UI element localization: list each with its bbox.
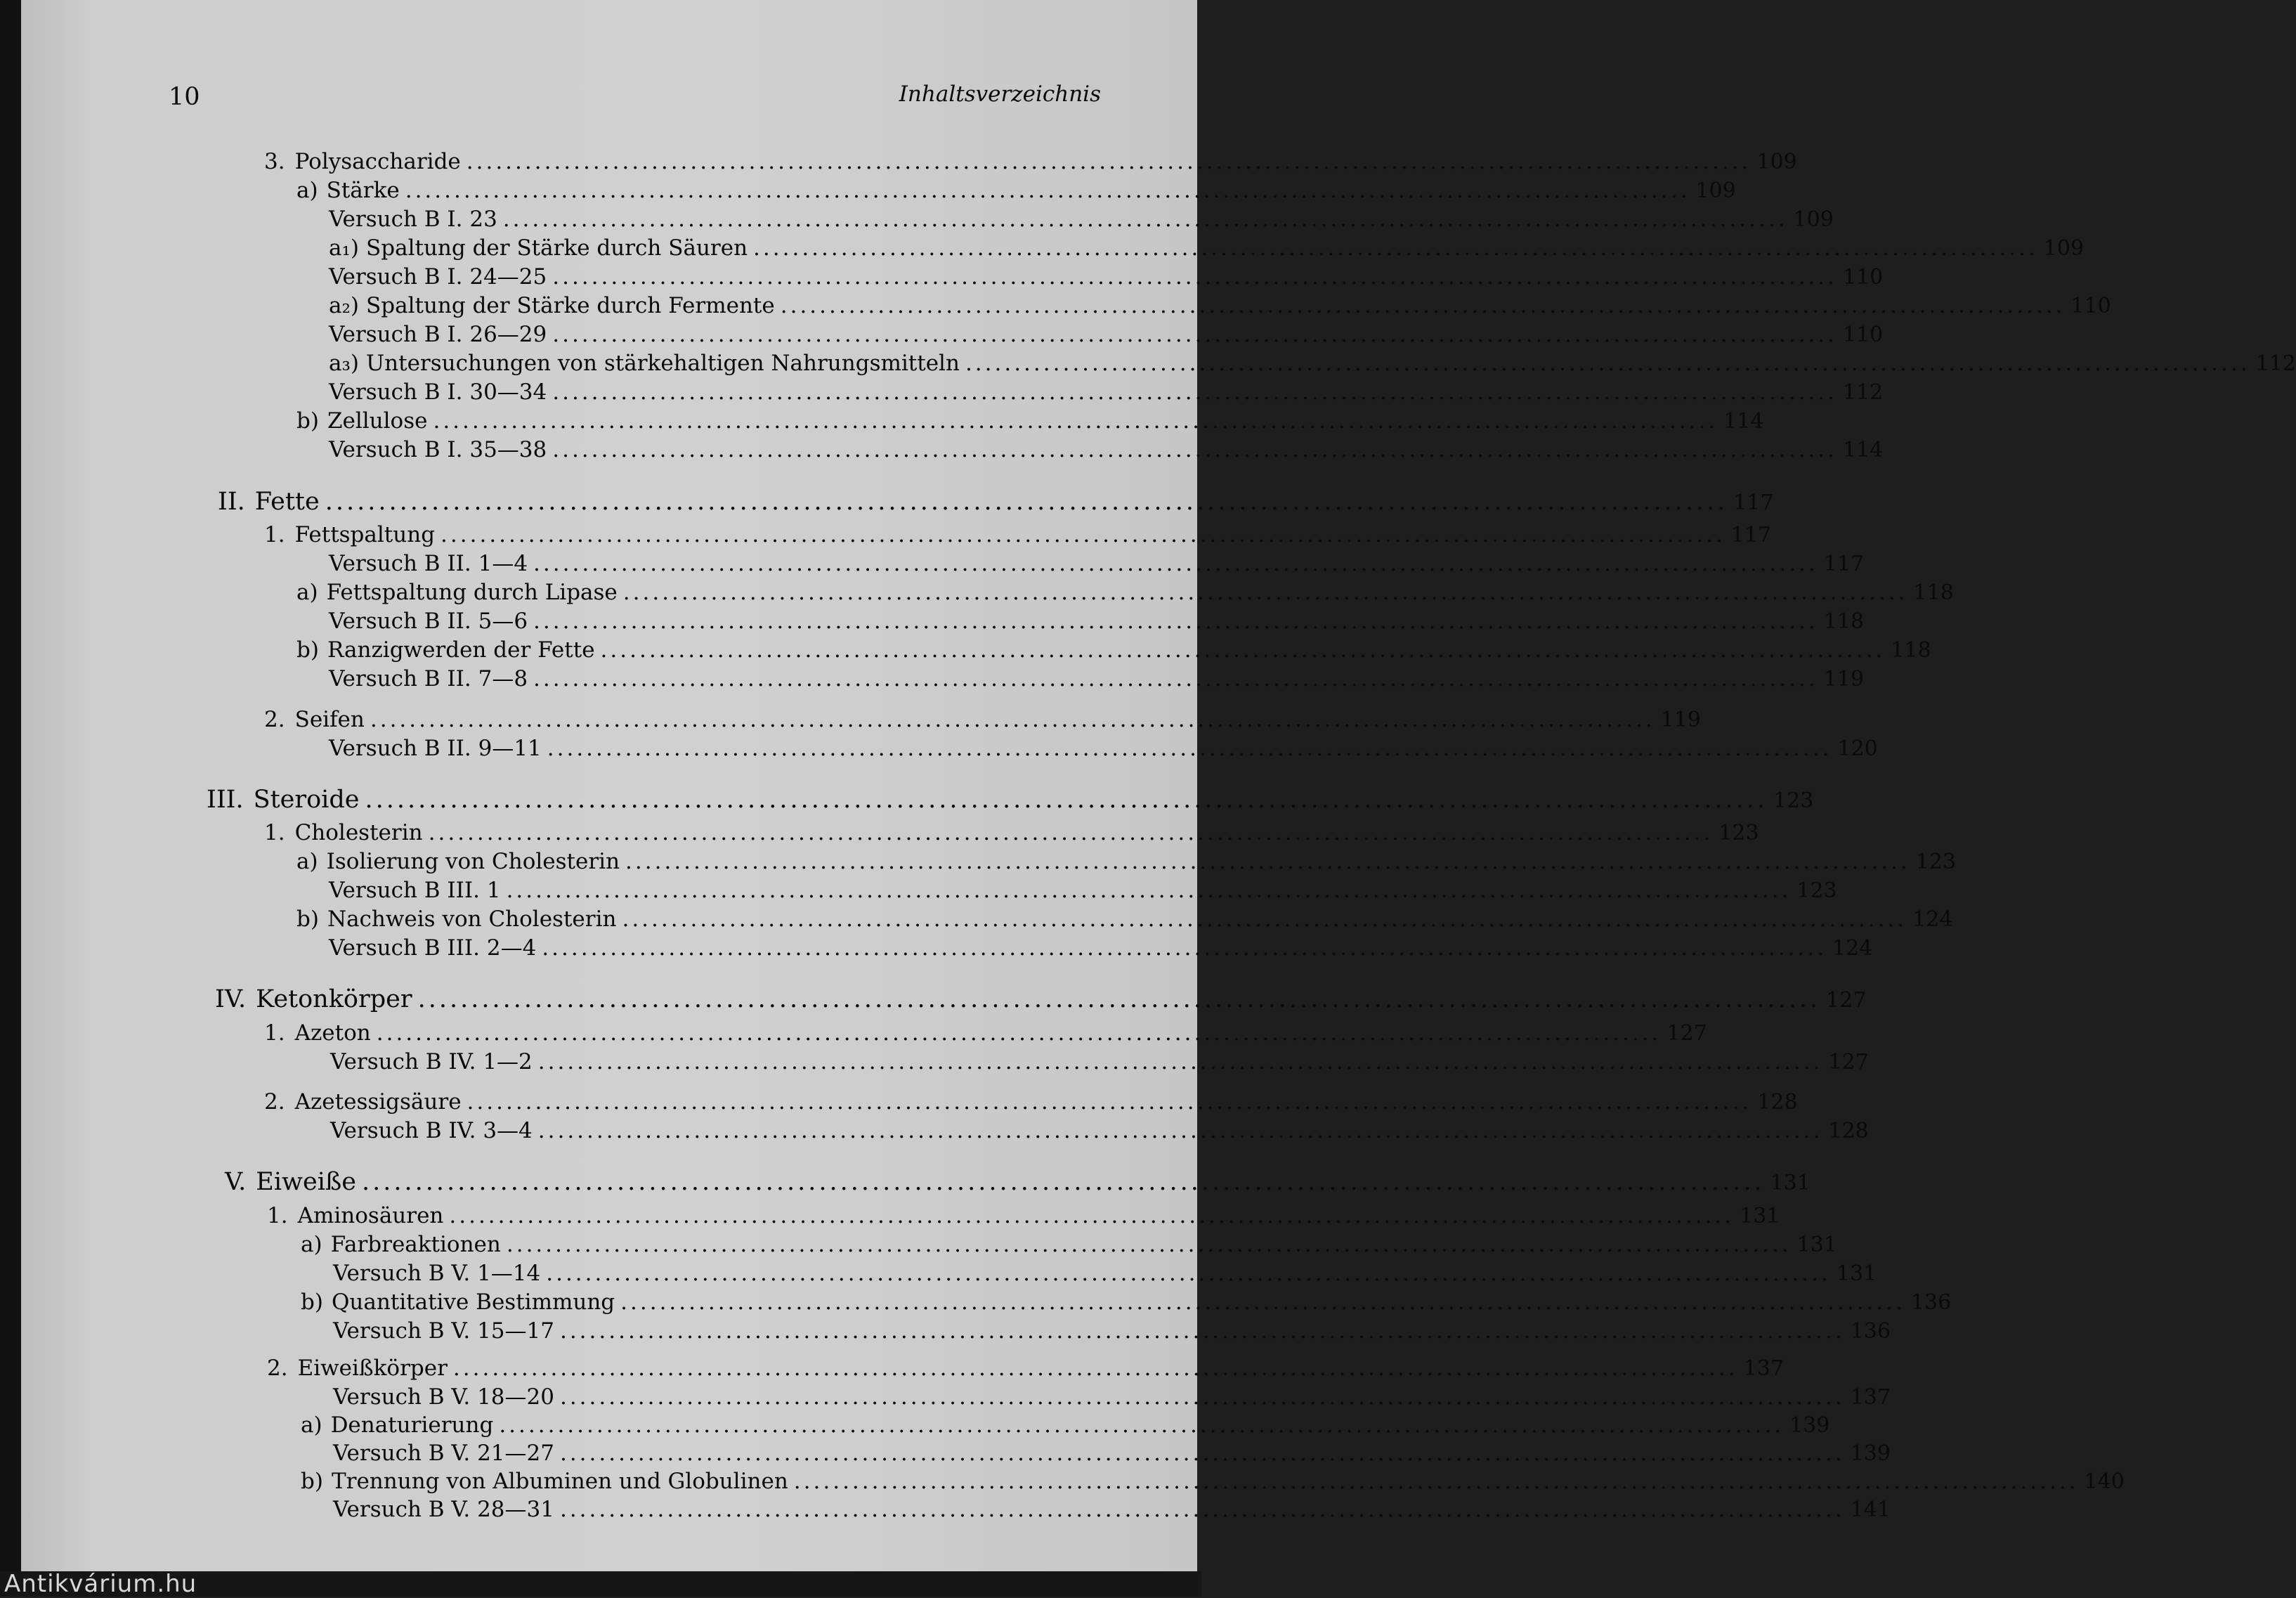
toc-entry	[264, 149, 1797, 177]
toc-title: Versuch B IV. 3—4	[330, 1118, 533, 1143]
toc-page-number: 109	[1756, 150, 1797, 174]
toc-entry	[329, 207, 1834, 235]
dot-leader: ....................................................................................................................................	[537, 1049, 1823, 1074]
toc-entry	[296, 907, 1953, 935]
toc-title: Versuch B II. 7—8	[329, 666, 528, 691]
toc-entry	[267, 1203, 1780, 1231]
toc-title: Trennung von Albuminen und Globulinen	[331, 1469, 788, 1494]
toc-title: Cholesterin	[294, 820, 423, 845]
dot-leader: ....................................................................................................................................	[449, 1203, 1735, 1228]
toc-entry	[329, 551, 1865, 579]
toc-chapter-title: Steroide	[253, 786, 360, 814]
toc-page-number: 127	[1828, 1050, 1869, 1074]
dot-leader: ....................................................................................................................................	[376, 1020, 1662, 1046]
toc-number: 1.	[267, 1203, 288, 1228]
toc-entry	[329, 293, 2111, 321]
toc-title: Versuch B I. 24—25	[329, 264, 547, 290]
toc-title: Spaltung der Stärke durch Fermente	[366, 293, 775, 318]
dot-leader: ....................................................................................................................................	[362, 1168, 1765, 1196]
dot-leader: ....................................................................................................................................	[466, 149, 1752, 174]
toc-title: Ranzigwerden der Fette	[327, 637, 595, 663]
toc-page-number: 114	[1842, 438, 1884, 462]
toc-title: Versuch B II. 5—6	[329, 609, 528, 634]
toc-entry	[333, 1384, 1891, 1412]
toc-chapter-number: IV.	[215, 985, 247, 1013]
toc-number: 2.	[264, 1089, 285, 1115]
dot-leader: ....................................................................................................................................	[600, 637, 1886, 663]
toc-chapter	[218, 488, 1774, 516]
toc-entry	[296, 408, 1764, 436]
toc-page-number: 117	[1733, 491, 1774, 515]
toc-entry	[329, 264, 1884, 292]
toc-entry	[330, 1049, 1869, 1077]
toc-title: Versuch B I. 23	[329, 207, 497, 232]
toc-entry	[333, 1318, 1891, 1346]
toc-entry	[329, 935, 1873, 963]
toc-title: Versuch B III. 2—4	[329, 935, 537, 961]
dot-leader: ....................................................................................................................................	[428, 820, 1714, 845]
toc-entry	[333, 1441, 1891, 1469]
toc-title: Versuch B II. 1—4	[329, 551, 528, 576]
toc-title: Versuch B I. 26—29	[329, 322, 547, 347]
toc-page-number: 139	[1850, 1441, 1891, 1466]
dot-leader: ....................................................................................................................................	[325, 488, 1728, 516]
toc-entry	[301, 1469, 2125, 1497]
toc-number: a)	[301, 1412, 322, 1438]
toc-page-number: 110	[2070, 294, 2111, 318]
toc-page-number: 131	[1770, 1171, 1811, 1195]
toc-page-number: 131	[1740, 1204, 1780, 1228]
toc-title: Isolierung von Cholesterin	[326, 849, 620, 874]
dot-leader: ....................................................................................................................................	[433, 408, 1718, 434]
toc-title: Azeton	[294, 1020, 371, 1046]
toc-entry	[264, 820, 1759, 848]
toc-page-number: 109	[1695, 178, 1736, 203]
toc-page-number: 136	[1850, 1319, 1891, 1344]
toc-page-number: 124	[1912, 907, 1953, 932]
toc-title: Eiweißkörper	[297, 1356, 448, 1381]
toc-page-number: 123	[1915, 850, 1957, 874]
toc-chapter-title: Eiweiße	[256, 1168, 356, 1196]
toc-title: Versuch B V. 15—17	[333, 1318, 554, 1344]
toc-title: Versuch B II. 9—11	[329, 736, 542, 761]
toc-title: Polysaccharide	[294, 149, 461, 174]
dot-leader: ....................................................................................................................................	[452, 1356, 1738, 1381]
toc-number: b)	[296, 408, 319, 434]
toc-entry	[296, 580, 1954, 608]
toc-entry	[329, 351, 2296, 379]
dot-leader: ....................................................................................................................................	[533, 551, 1818, 576]
dot-leader: ....................................................................................................................................	[533, 666, 1818, 691]
toc-entry	[301, 1290, 1952, 1318]
toc-page-number: 118	[1823, 609, 1865, 634]
toc-number: 1.	[264, 522, 285, 547]
toc-page-number: 112	[1842, 380, 1884, 405]
toc-page-number: 117	[1730, 523, 1772, 547]
toc-page-number: 118	[1891, 638, 1931, 663]
toc-entry	[329, 736, 1878, 764]
toc-title: Versuch B III. 1	[329, 878, 501, 903]
toc-entry	[296, 849, 1957, 877]
dot-leader: ....................................................................................................................................	[417, 985, 1821, 1013]
toc-chapter-number: II.	[218, 488, 245, 516]
toc-entry	[329, 322, 1884, 350]
toc-entry	[267, 1356, 1784, 1384]
toc-title: Quantitative Bestimmung	[331, 1290, 615, 1315]
toc-page-number: 118	[1913, 580, 1954, 605]
toc-title: Stärke	[326, 178, 400, 203]
toc-entry	[296, 637, 1931, 665]
toc-title: Seifen	[294, 707, 365, 732]
toc-chapter-number: V.	[225, 1168, 247, 1196]
dot-leader: ....................................................................................................................................	[365, 786, 1768, 814]
dot-leader: ....................................................................................................................................	[499, 1412, 1785, 1438]
dot-leader: ....................................................................................................................................	[622, 907, 1907, 932]
toc-entry	[330, 1118, 1869, 1146]
toc-page-number: 131	[1836, 1261, 1877, 1286]
page-number: 10	[169, 83, 200, 111]
dot-leader: ....................................................................................................................................	[441, 522, 1726, 547]
dot-leader: ....................................................................................................................................	[793, 1469, 2079, 1494]
toc-page-number: 127	[1666, 1021, 1707, 1046]
toc-page-number: 117	[1823, 552, 1865, 576]
toc-title: Aminosäuren	[297, 1203, 444, 1228]
dot-leader: ....................................................................................................................................	[546, 1261, 1831, 1286]
toc-number: b)	[296, 907, 319, 932]
dot-leader: ....................................................................................................................................	[622, 580, 1908, 605]
toc-title: Azetessigsäure	[294, 1089, 462, 1115]
toc-entry	[329, 235, 2085, 264]
toc-page-number: 127	[1826, 988, 1867, 1013]
toc-entry	[329, 609, 1865, 637]
toc-chapter-title: Ketonkörper	[256, 985, 412, 1013]
dot-leader: ....................................................................................................................................	[542, 935, 1827, 961]
toc-number: a)	[296, 849, 318, 874]
toc-number: b)	[301, 1469, 323, 1494]
toc-entry	[329, 379, 1884, 408]
dot-leader: ....................................................................................................................................	[370, 707, 1655, 732]
toc-title: Fettspaltung	[294, 522, 436, 547]
dot-leader: ....................................................................................................................................	[405, 178, 1690, 203]
toc-page-number: 110	[1842, 265, 1884, 290]
toc-entry	[264, 707, 1701, 735]
toc-entry	[301, 1232, 1837, 1260]
toc-page-number: 123	[1718, 821, 1759, 845]
dot-leader: ....................................................................................................................................	[552, 379, 1837, 405]
dot-leader: ....................................................................................................................................	[780, 293, 2066, 318]
dot-leader: ....................................................................................................................................	[502, 207, 1788, 232]
toc-title: Spaltung der Stärke durch Säuren	[366, 235, 748, 261]
toc-entry	[329, 878, 1837, 906]
toc-title: Nachweis von Cholesterin	[327, 907, 617, 932]
dot-leader: ....................................................................................................................................	[559, 1497, 1845, 1522]
toc-number: a₁)	[329, 235, 360, 261]
dot-leader: ....................................................................................................................................	[467, 1089, 1752, 1115]
toc-title: Versuch B V. 18—20	[333, 1384, 554, 1410]
toc-chapter-title: Fette	[254, 488, 320, 516]
toc-page-number: 119	[1823, 667, 1865, 691]
toc-page-number: 141	[1850, 1498, 1891, 1522]
toc-number: a₃)	[329, 351, 360, 376]
toc-title: Farbreaktionen	[330, 1232, 501, 1257]
toc-number: 1.	[264, 820, 285, 845]
toc-page-number: 137	[1743, 1356, 1784, 1381]
toc-entry	[333, 1497, 1891, 1525]
toc-page-number: 109	[2043, 236, 2085, 261]
toc-number: 2.	[264, 707, 285, 732]
toc-page-number: 128	[1757, 1090, 1798, 1115]
running-title: Inhaltsverzeichnis	[899, 82, 1101, 107]
toc-page-number: 139	[1789, 1413, 1830, 1438]
toc-number: a₂)	[329, 293, 360, 318]
toc-title: Versuch B IV. 1—2	[330, 1049, 533, 1074]
watermark: Antikvárium.hu	[0, 1571, 1201, 1597]
toc-page-number: 136	[1910, 1290, 1952, 1315]
toc-title: Zellulose	[327, 408, 428, 434]
toc-entry	[301, 1412, 1830, 1441]
toc-entry	[296, 178, 1736, 206]
toc-number: 3.	[264, 149, 285, 174]
toc-page-number: 110	[1842, 323, 1884, 347]
dot-leader: ....................................................................................................................................	[547, 736, 1832, 761]
toc-page-number: 120	[1837, 736, 1878, 761]
toc-entry	[264, 522, 1772, 550]
dot-leader: ....................................................................................................................................	[559, 1318, 1845, 1344]
toc-number: b)	[296, 637, 319, 663]
toc-number: a)	[301, 1232, 322, 1257]
dot-leader: ....................................................................................................................................	[506, 1232, 1792, 1257]
toc-entry	[333, 1261, 1877, 1289]
toc-page-number: 123	[1773, 788, 1814, 813]
dot-leader: ....................................................................................................................................	[625, 849, 1910, 874]
toc-number: a)	[296, 178, 318, 203]
toc-page-number: 114	[1723, 409, 1764, 434]
toc-entry	[329, 437, 1884, 465]
toc-page-number: 123	[1796, 878, 1837, 903]
toc-title: Versuch B V. 28—31	[333, 1497, 554, 1522]
toc-number: 1.	[264, 1020, 285, 1046]
toc-title: Denaturierung	[330, 1412, 494, 1438]
dot-leader: ....................................................................................................................................	[533, 609, 1818, 634]
dot-leader: ....................................................................................................................................	[620, 1290, 1905, 1315]
toc-title: Versuch B I. 30—34	[329, 379, 547, 405]
dot-leader: ....................................................................................................................................	[506, 878, 1792, 903]
toc-title: Fettspaltung durch Lipase	[326, 580, 618, 605]
toc-chapter	[215, 985, 1867, 1013]
toc-number: 2.	[267, 1356, 288, 1381]
toc-page-number: 140	[2084, 1469, 2125, 1494]
toc-number: a)	[296, 580, 318, 605]
toc-page-number: 128	[1828, 1119, 1869, 1143]
toc-title: Versuch B I. 35—38	[329, 437, 547, 462]
toc-entry	[264, 1020, 1707, 1048]
dot-leader: ....................................................................................................................................	[552, 264, 1837, 290]
dot-leader: ....................................................................................................................................	[559, 1384, 1845, 1410]
dot-leader: ....................................................................................................................................	[537, 1118, 1823, 1143]
toc-title: Versuch B V. 21—27	[333, 1441, 554, 1466]
toc-page-number: 112	[2255, 351, 2296, 376]
toc-page-number: 131	[1796, 1233, 1837, 1257]
dot-leader: ....................................................................................................................................	[552, 437, 1837, 462]
book-spine	[0, 0, 21, 1597]
toc-number: b)	[301, 1290, 323, 1315]
toc-page-number: 119	[1660, 708, 1701, 732]
dot-leader: ....................................................................................................................................	[965, 351, 2250, 376]
toc-page-number: 124	[1832, 936, 1873, 961]
dot-leader: ....................................................................................................................................	[753, 235, 2038, 261]
toc-title: Versuch B V. 1—14	[333, 1261, 541, 1286]
dot-leader: ....................................................................................................................................	[559, 1441, 1845, 1466]
toc-title: Untersuchungen von stärkehaltigen Nahrungsmitteln	[366, 351, 960, 376]
toc-entry	[329, 666, 1865, 694]
toc-chapter	[207, 786, 1814, 814]
toc-page-number: 109	[1793, 207, 1834, 232]
toc-chapter-number: III.	[207, 786, 244, 814]
toc-page-number: 137	[1850, 1385, 1891, 1410]
toc-entry	[264, 1089, 1798, 1117]
dot-leader: ....................................................................................................................................	[552, 322, 1837, 347]
toc-chapter	[225, 1168, 1811, 1196]
